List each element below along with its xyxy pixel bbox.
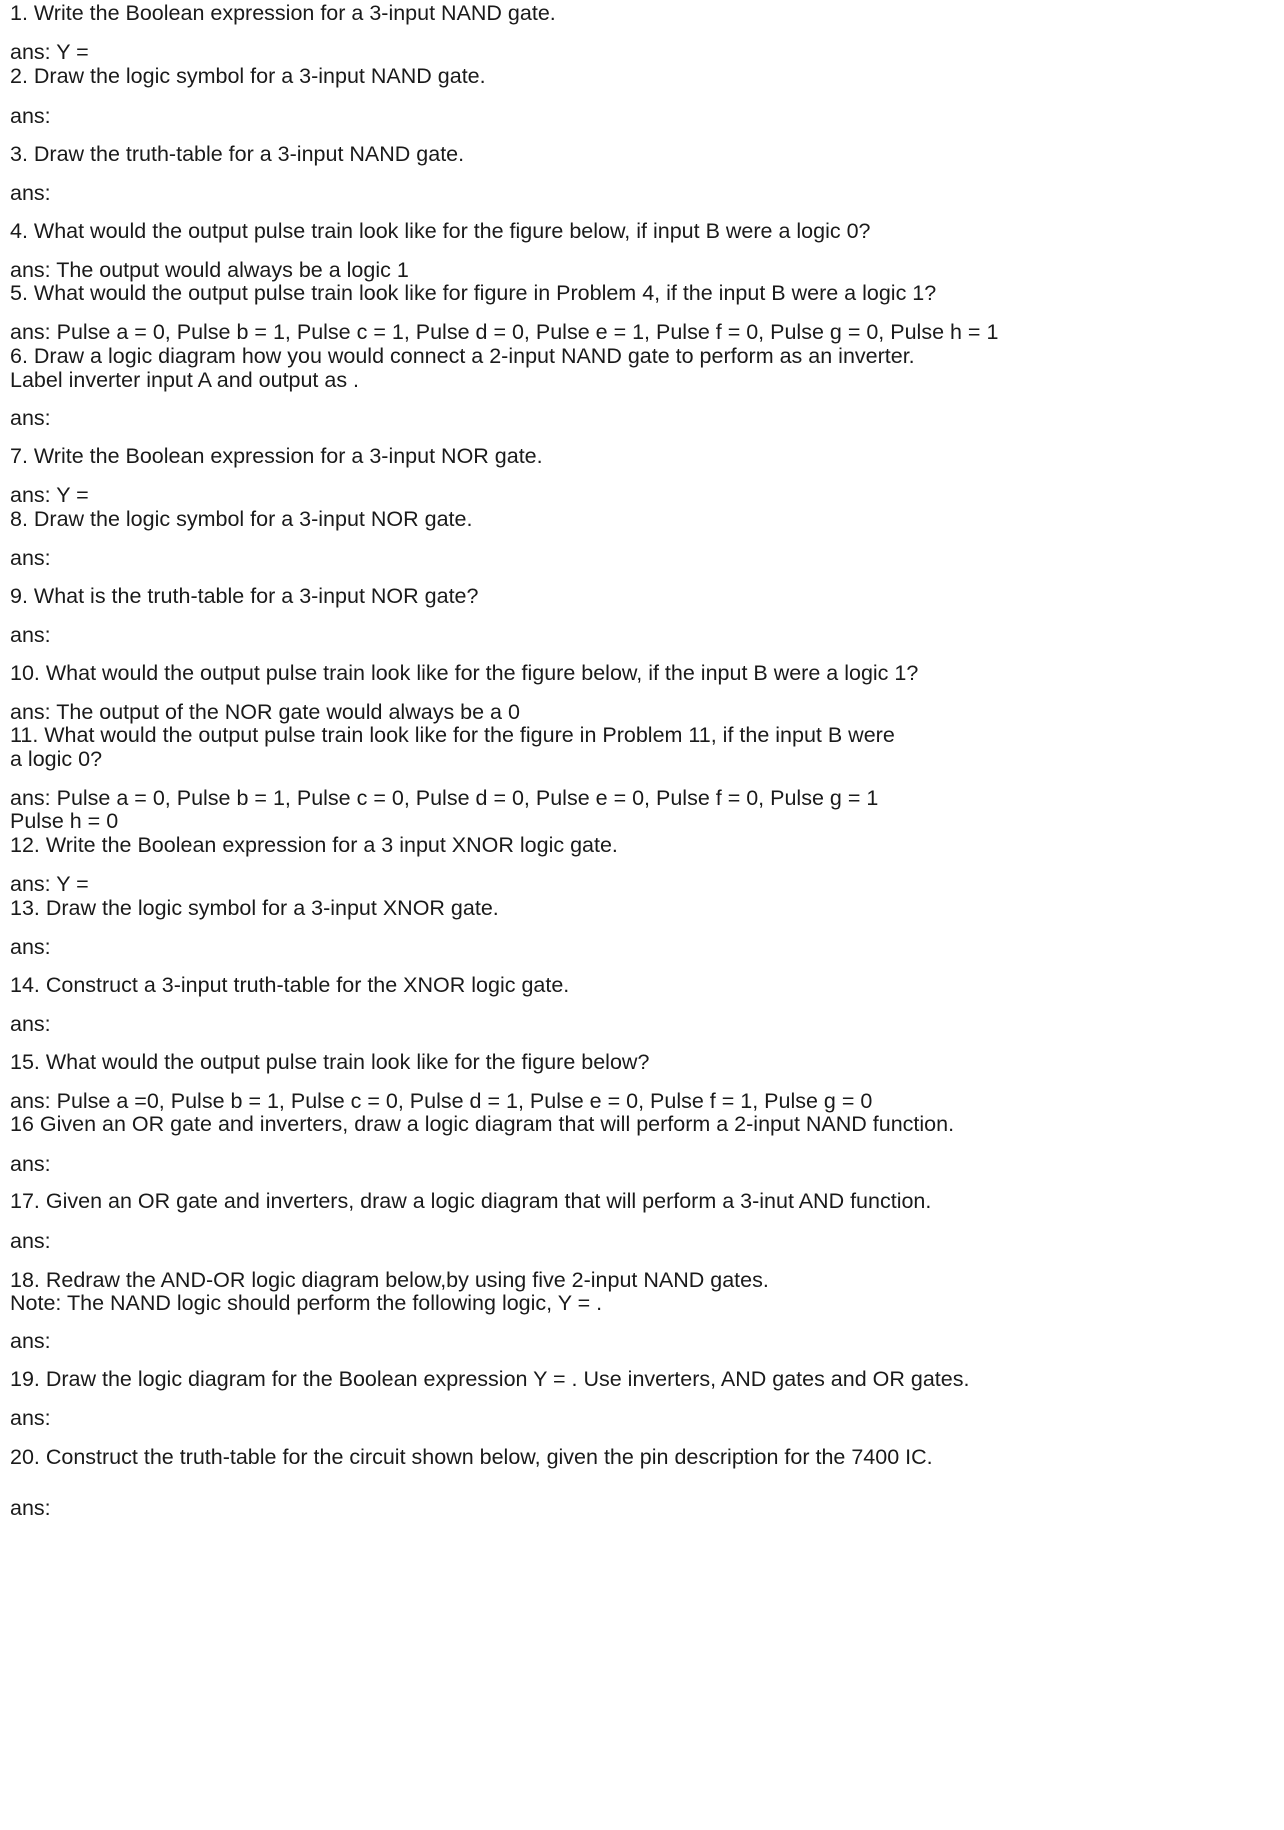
question-6-cont: Label inverter input A and output as . bbox=[10, 368, 360, 392]
question-13: 13. Draw the logic symbol for a 3-input XNOR gate. bbox=[10, 896, 499, 920]
question-5: 5. What would the output pulse train look like for figure in Problem 4, if the input B were a logic 1? bbox=[10, 281, 937, 305]
question-12: 12. Write the Boolean expression for a 3 input XNOR logic gate. bbox=[10, 833, 618, 857]
question-19: 19. Draw the logic diagram for the Boolean expression Y = . Use inverters, AND gates and OR gates. bbox=[10, 1367, 970, 1391]
question-7: 7. Write the Boolean expression for a 3-input NOR gate. bbox=[10, 444, 543, 468]
question-6: 6. Draw a logic diagram how you would connect a 2-input NAND gate to perform as an inverter. bbox=[10, 344, 915, 368]
answer-10: ans: The output of the NOR gate would always be a 0 bbox=[10, 700, 520, 724]
question-15: 15. What would the output pulse train look like for the figure below? bbox=[10, 1050, 650, 1074]
question-18: 18. Redraw the AND-OR logic diagram below,by using five 2-input NAND gates. bbox=[10, 1268, 769, 1292]
question-2: 2. Draw the logic symbol for a 3-input NAND gate. bbox=[10, 64, 486, 88]
question-10: 10. What would the output pulse train look like for the figure below, if the input B were a logic 1? bbox=[10, 661, 919, 685]
answer-5: ans: Pulse a = 0, Pulse b = 1, Pulse c = 1, Pulse d = 0, Pulse e = 1, Pulse f = 0, Pulse g = 0, Pulse h = 1 bbox=[10, 320, 999, 344]
answer-11-cont: Pulse h = 0 bbox=[10, 809, 119, 833]
question-4: 4. What would the output pulse train look like for the figure below, if input B were a logic 0? bbox=[10, 219, 871, 243]
answer-9: ans: bbox=[10, 623, 51, 647]
answer-17: ans: bbox=[10, 1229, 51, 1253]
answer-13: ans: bbox=[10, 935, 51, 959]
answer-7: ans: Y = bbox=[10, 483, 89, 507]
answer-20: ans: bbox=[10, 1496, 51, 1520]
question-3: 3. Draw the truth-table for a 3-input NAND gate. bbox=[10, 142, 465, 166]
answer-6: ans: bbox=[10, 406, 51, 430]
question-18-note: Note: The NAND logic should perform the following logic, Y = . bbox=[10, 1291, 603, 1315]
answer-12: ans: Y = bbox=[10, 872, 89, 896]
question-16: 16 Given an OR gate and inverters, draw a logic diagram that will perform a 2-input NAND function. bbox=[10, 1112, 955, 1136]
question-20: 20. Construct the truth-table for the circuit shown below, given the pin description for the 7400 IC. bbox=[10, 1445, 933, 1469]
question-9: 9. What is the truth-table for a 3-input NOR gate? bbox=[10, 584, 479, 608]
question-8: 8. Draw the logic symbol for a 3-input NOR gate. bbox=[10, 507, 473, 531]
question-14: 14. Construct a 3-input truth-table for the XNOR logic gate. bbox=[10, 973, 570, 997]
answer-16: ans: bbox=[10, 1152, 51, 1176]
answer-19: ans: bbox=[10, 1406, 51, 1430]
answer-2: ans: bbox=[10, 104, 51, 128]
question-1: 1. Write the Boolean expression for a 3-input NAND gate. bbox=[10, 1, 556, 25]
answer-3: ans: bbox=[10, 181, 51, 205]
answer-8: ans: bbox=[10, 546, 51, 570]
answer-4: ans: The output would always be a logic 1 bbox=[10, 258, 409, 282]
question-11-cont: a logic 0? bbox=[10, 747, 103, 771]
answer-14: ans: bbox=[10, 1012, 51, 1036]
answer-11: ans: Pulse a = 0, Pulse b = 1, Pulse c = 0, Pulse d = 0, Pulse e = 0, Pulse f = 0, Pulse g = 1 bbox=[10, 786, 879, 810]
answer-18: ans: bbox=[10, 1329, 51, 1353]
question-17: 17. Given an OR gate and inverters, draw a logic diagram that will perform a 3-inut AND function. bbox=[10, 1189, 932, 1213]
answer-1: ans: Y = bbox=[10, 40, 89, 64]
answer-15: ans: Pulse a =0, Pulse b = 1, Pulse c = 0, Pulse d = 1, Pulse e = 0, Pulse f = 1, Pulse g = 0 bbox=[10, 1089, 873, 1113]
question-11: 11. What would the output pulse train look like for the figure in Problem 11, if the input B were bbox=[10, 723, 895, 747]
